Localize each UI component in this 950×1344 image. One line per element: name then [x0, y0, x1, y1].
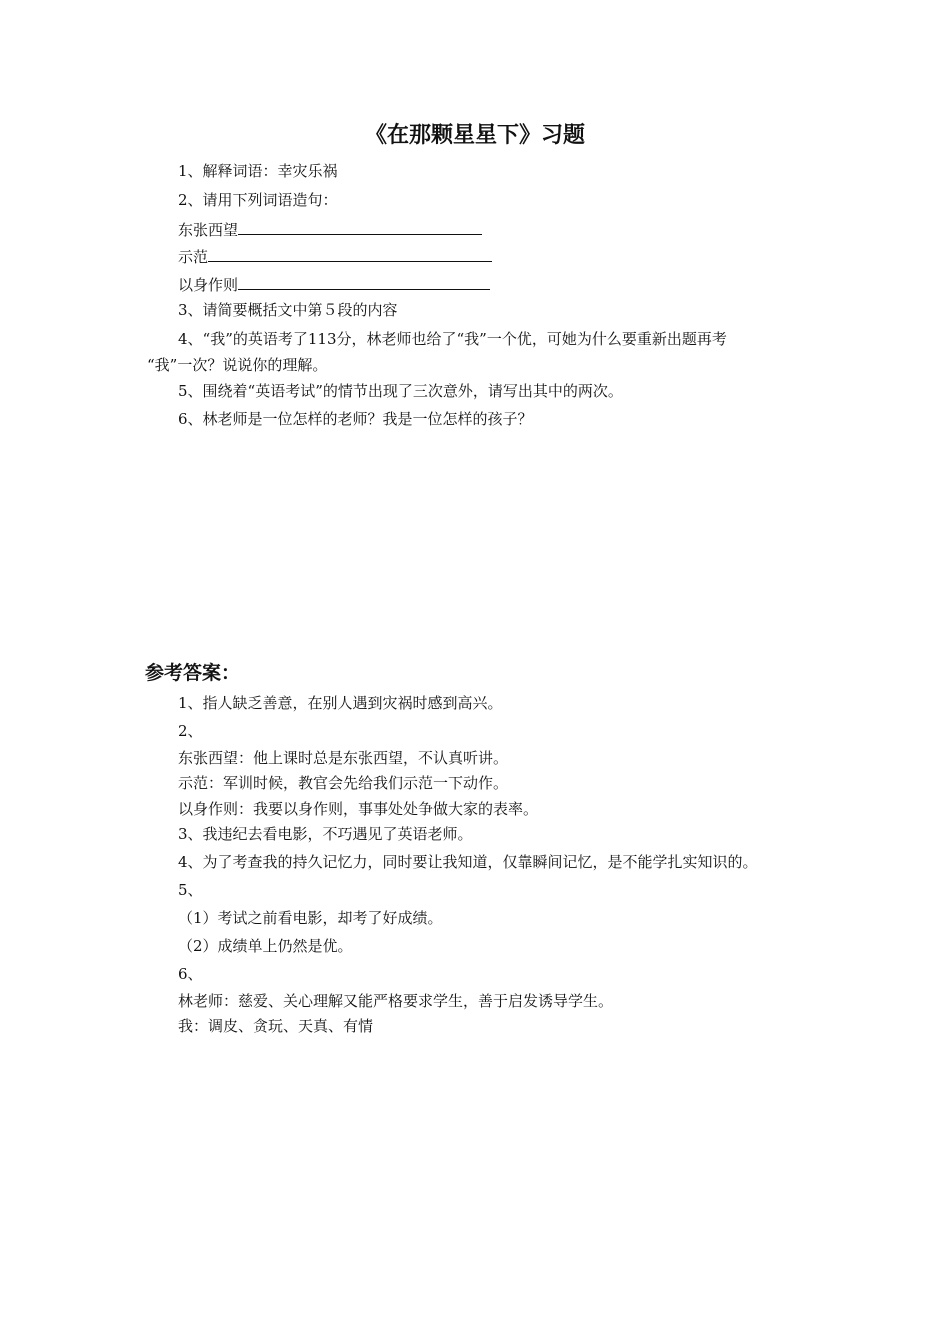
answer-6-item-2: 我：调皮、贪玩、天真、有情	[178, 1017, 374, 1035]
question-2: 2、请用下列词语造句：	[178, 191, 338, 209]
answer-1: 1、指人缺乏善意，在别人遇到灾祸时感到高兴。	[178, 694, 503, 712]
sentence-item-3	[178, 273, 490, 295]
answer-5-item-1: （1）考试之前看电影，却考了好成绩。	[178, 909, 443, 927]
answer-blank	[238, 218, 482, 235]
answer-5: 5、	[178, 881, 203, 899]
answer-blank	[238, 273, 490, 290]
question-4-line-2: “我”一次？说说你的理解。	[147, 356, 328, 374]
sentence-item-1	[178, 218, 482, 240]
question-6: 6、林老师是一位怎样的老师？我是一位怎样的孩子？	[178, 410, 533, 428]
answer-3: 3、我违纪去看电影，不巧遇见了英语老师。	[178, 825, 473, 843]
answer-2-item-2: 示范：军训时候，教官会先给我们示范一下动作。	[178, 774, 509, 792]
page-title: 《在那颗星星下》习题	[364, 123, 585, 148]
answer-2-item-1: 东张西望：他上课时总是东张西望，不认真听讲。	[178, 749, 509, 767]
question-1: 1、解释词语：幸灾乐祸	[178, 162, 338, 180]
answer-2-item-3: 以身作则：我要以身作则，事事处处争做大家的表率。	[178, 800, 539, 818]
answer-blank	[208, 245, 492, 262]
answer-5-item-2: （2）成绩单上仍然是优。	[178, 937, 353, 955]
sentence-item-label: 以身作则	[178, 276, 239, 294]
question-4-line-1: 4、“我”的英语考了113分，林老师也给了“我”一个优，可她为什么要重新出题再考	[178, 330, 727, 348]
question-5: 5、围绕着“英语考试”的情节出现了三次意外，请写出其中的两次。	[178, 382, 623, 400]
answer-6: 6、	[178, 965, 203, 983]
sentence-item-2	[178, 245, 492, 267]
answer-6-item-1: 林老师：慈爱、关心理解又能严格要求学生，善于启发诱导学生。	[178, 992, 614, 1010]
answer-2: 2、	[178, 722, 203, 740]
question-3: 3、请简要概括文中第５段的内容	[178, 301, 398, 319]
sentence-item-label: 东张西望	[178, 221, 239, 239]
answers-heading: 参考答案：	[145, 662, 241, 684]
answer-4: 4、为了考查我的持久记忆力，同时要让我知道，仅靠瞬间记忆，是不能学扎实知识的。	[178, 853, 758, 871]
sentence-item-label: 示范	[178, 248, 209, 266]
